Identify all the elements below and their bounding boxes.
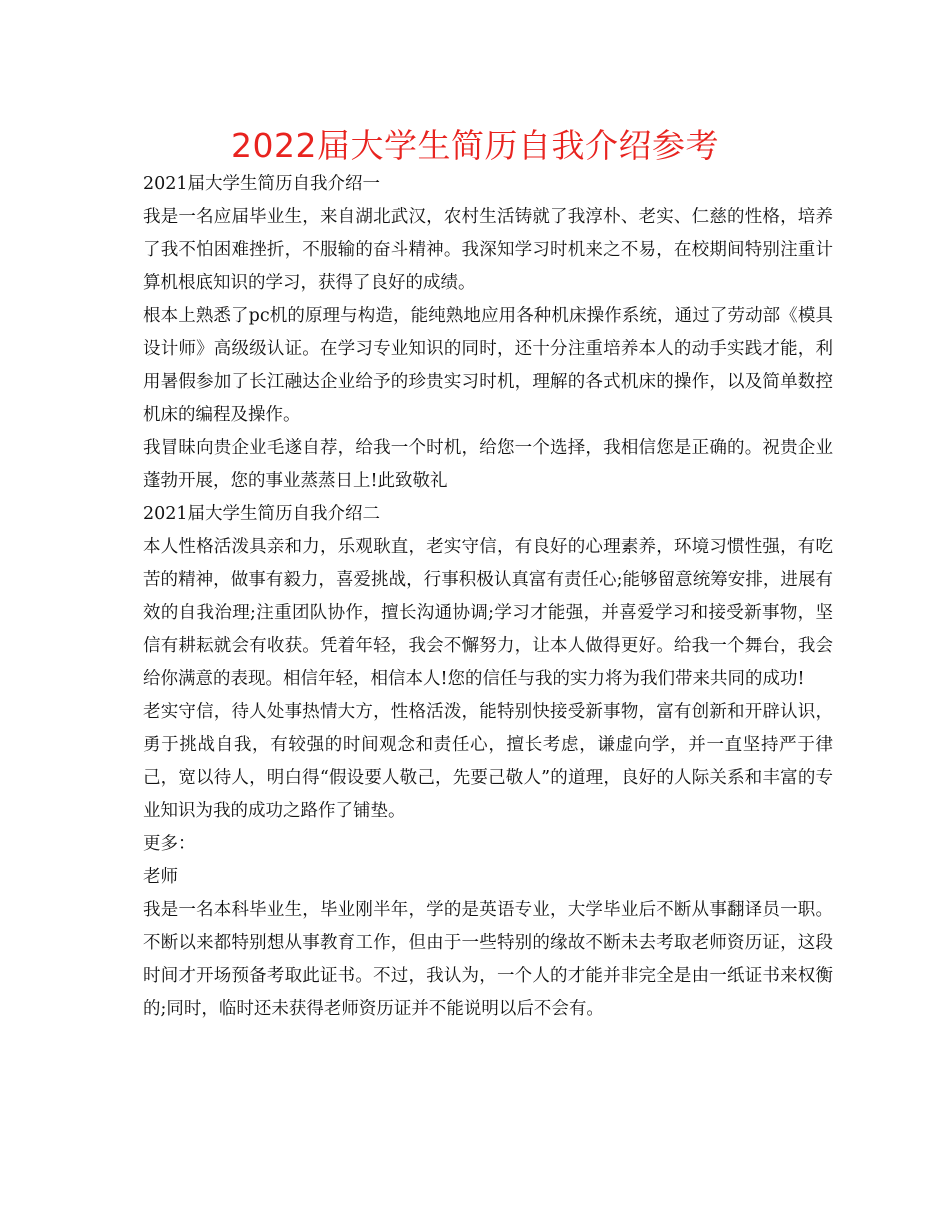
paragraph: 根本上熟悉了pc机的原理与构造，能纯熟地应用各种机床操作系统，通过了劳动部《模具设计师》高级级认证。在学习专业知识的同时，还十分注重培养本人的动手实践才能，利用暑假参加了长江融达企业给予的珍贵实习时机，理解的各式机床的操作，以及简单数控机床的编程及操作。 bbox=[143, 306, 833, 425]
paragraph-more-label: 更多： bbox=[143, 834, 196, 854]
paragraph-heading-two: 2021届大学生简历自我介绍二 bbox=[143, 504, 381, 524]
paragraph: 本人性格活泼具亲和力，乐观耿直，老实守信，有良好的心理素养，环境习惯性强，有吃苦的精神，做事有毅力，喜爱挑战，行事积极认真富有责任心;能够留意统筹安排，进展有效的自我治理;注重团队协作，擅长沟通协调;学习才能强，并喜爱学习和接受新事物，坚信有耕耘就会有收获。凭着年轻，我会不懈努力，让本人做得更好。给我一个舞台，我会给你满意的表现。相信年轻，相信本人!您的信任与我的实力将为我们带来共同的成功! bbox=[143, 537, 833, 689]
paragraph: 我是一名本科毕业生，毕业刚半年，学的是英语专业，大学毕业后不断从事翻译员一职。不断以来都特别想从事教育工作，但由于一些特别的缘故不断未去考取老师资历证，这段时间才开场预备考取此证书。不过，我认为，一个人的才能并非完全是由一纸证书来权衡的;同时，临时还未获得老师资历证并不能说明以后不会有。 bbox=[143, 900, 833, 1019]
document-body bbox=[143, 168, 833, 1026]
paragraph: 我冒昧向贵企业毛遂自荐，给我一个时机，给您一个选择，我相信您是正确的。祝贵企业蓬勃开展，您的事业蒸蒸日上!此致敬礼 bbox=[143, 438, 833, 491]
paragraph-heading-one: 2021届大学生简历自我介绍一 bbox=[143, 174, 381, 194]
document-title: 2022届大学生简历自我介绍参考 bbox=[231, 126, 719, 165]
paragraph: 我是一名应届毕业生，来自湖北武汉，农村生活铸就了我淳朴、老实、仁慈的性格，培养了我不怕困难挫折，不服输的奋斗精神。我深知学习时机来之不易，在校期间特别注重计算机根底知识的学习，获得了良好的成绩。 bbox=[143, 207, 833, 293]
paragraph-teacher-label: 老师 bbox=[143, 867, 178, 887]
paragraph: 老实守信，待人处事热情大方，性格活泼，能特别快接受新事物，富有创新和开辟认识，勇于挑战自我，有较强的时间观念和责任心，擅长考虑，谦虚向学，并一直坚持严于律己，宽以待人，明白得“假设要人敬己，先要己敬人”的道理，良好的人际关系和丰富的专业知识为我的成功之路作了铺垫。 bbox=[143, 702, 833, 821]
